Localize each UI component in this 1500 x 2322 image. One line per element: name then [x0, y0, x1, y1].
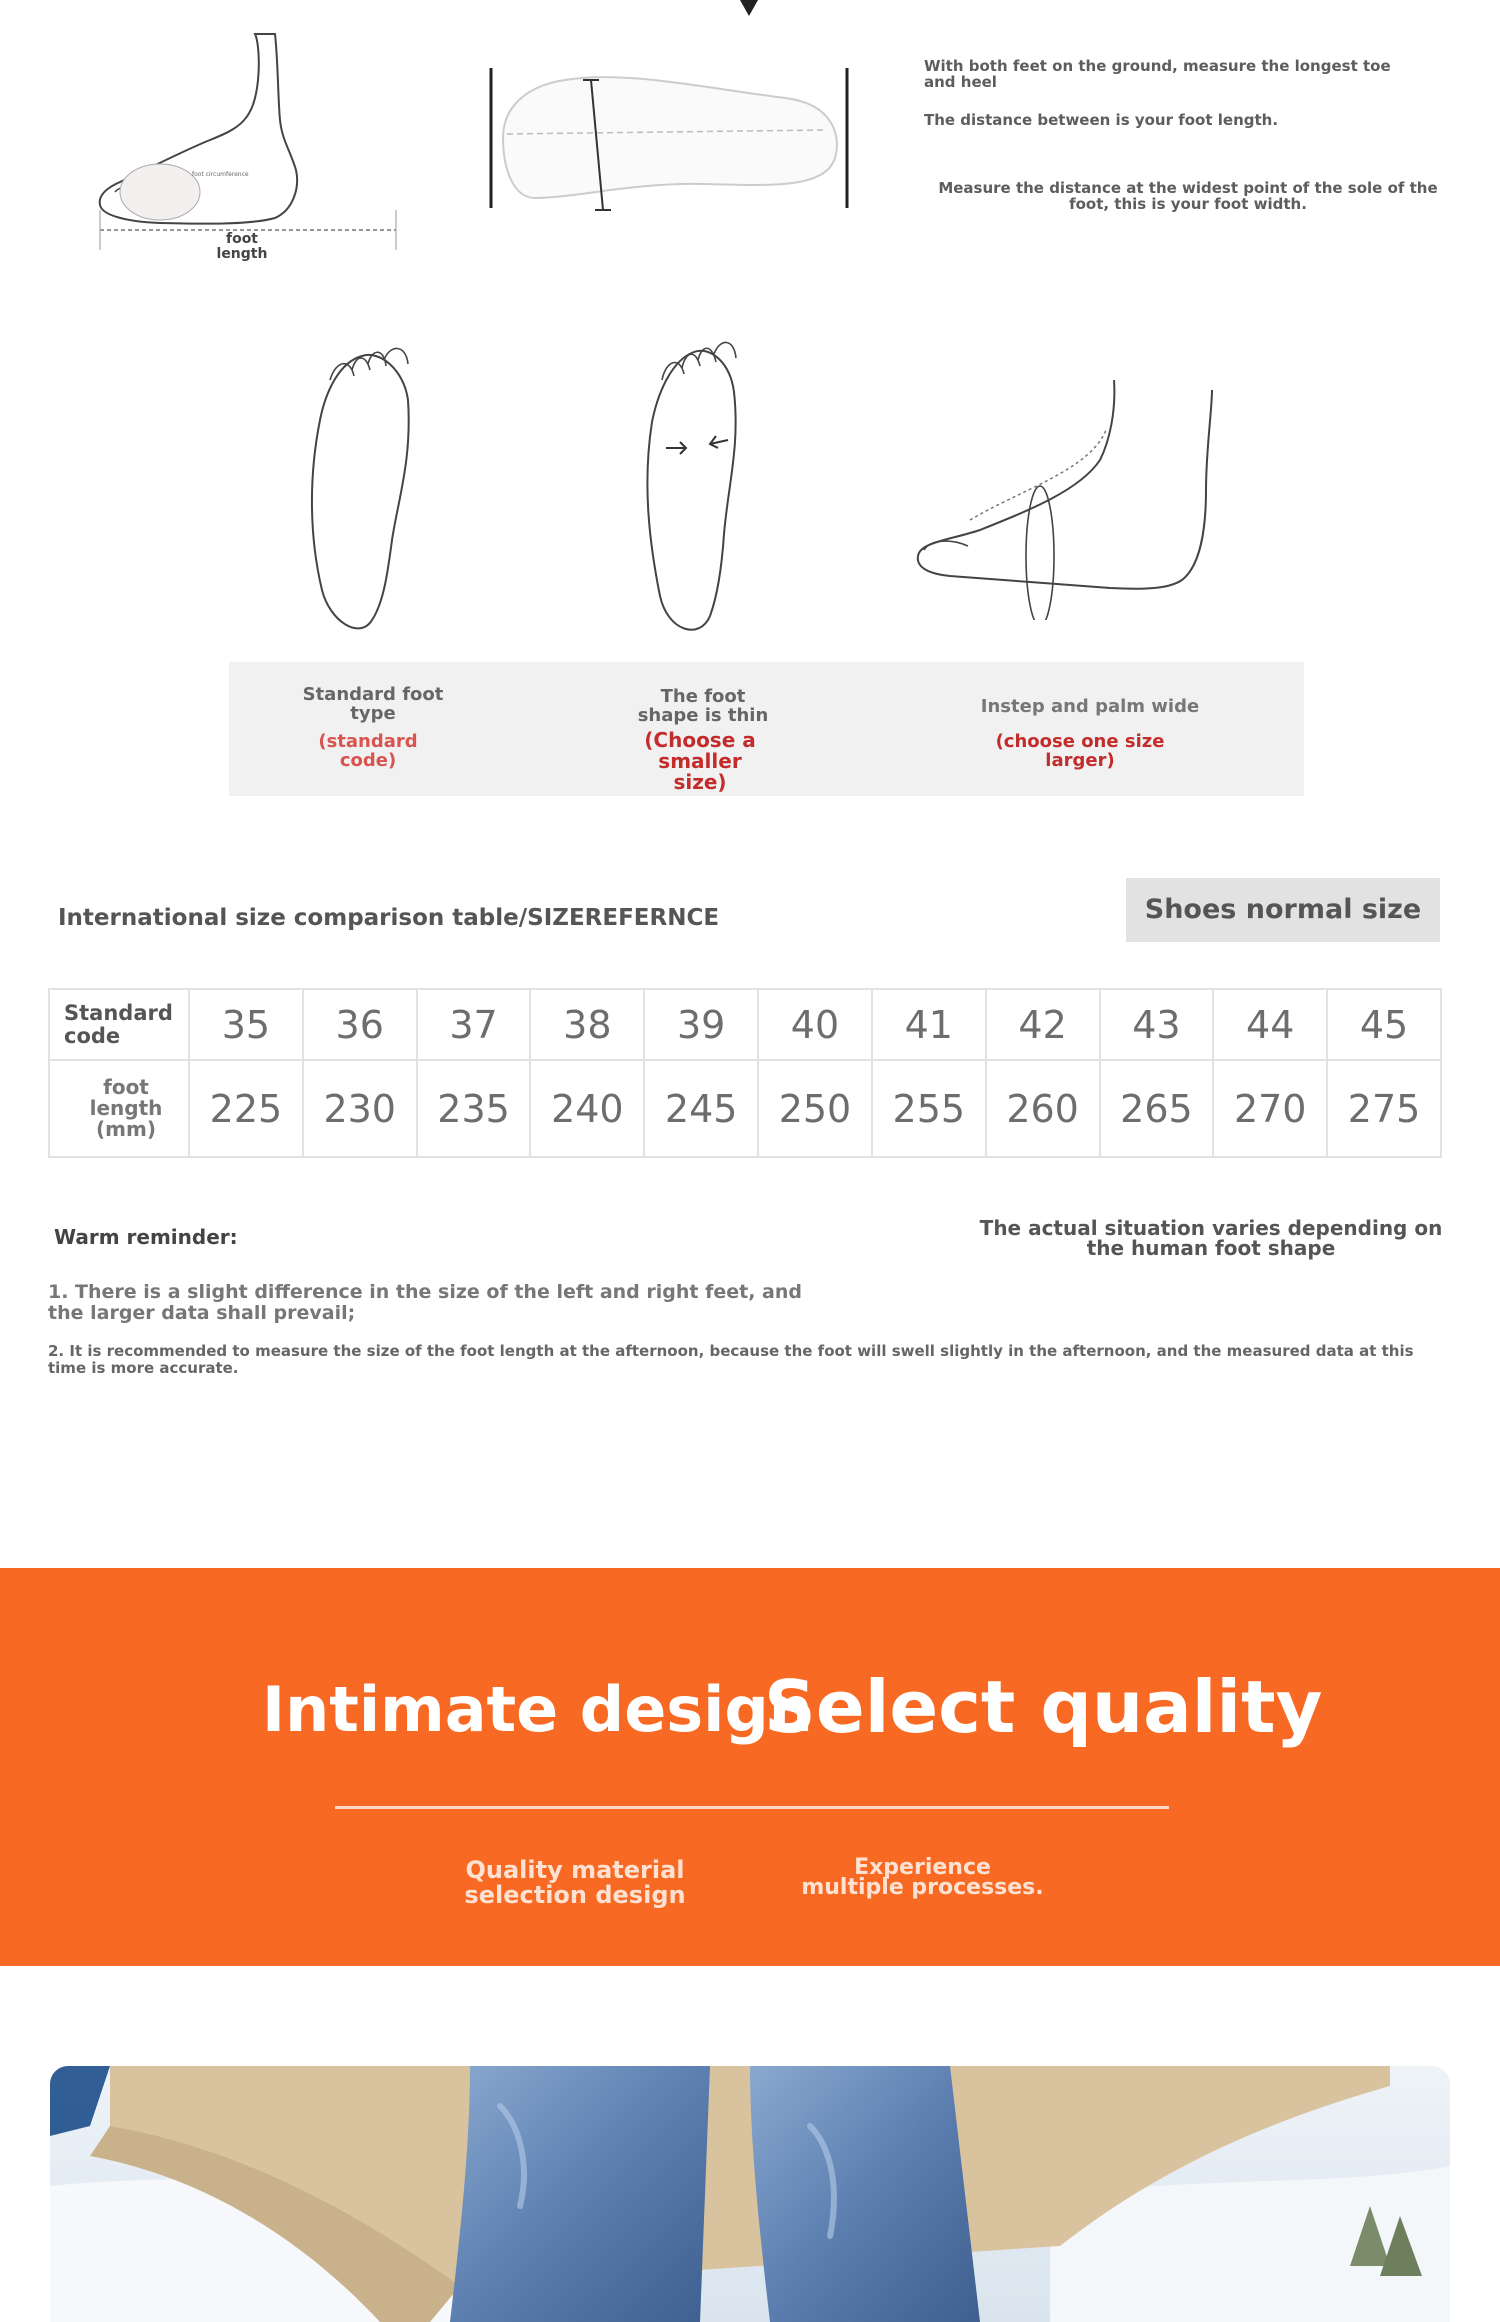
foot-type-wide-advice: (choose one size larger)	[995, 731, 1165, 771]
instruction-foot-length: The distance between is your foot length.	[924, 111, 1279, 129]
foot-length-cell: 245	[644, 1060, 758, 1157]
foot-diagram-caption: foot circumference	[192, 171, 249, 178]
foot-length-cell: 225	[189, 1060, 303, 1157]
size-code-cell: 41	[872, 989, 986, 1060]
foot-type-standard-title: Standard foot type	[302, 684, 444, 724]
size-code-cell: 37	[417, 989, 531, 1060]
size-code-cell: 42	[986, 989, 1100, 1060]
down-arrow-icon	[740, 0, 760, 18]
foot-length-label: foot length	[216, 231, 268, 262]
banner-divider	[335, 1806, 1169, 1809]
foot-type-thin-title: The foot shape is thin	[637, 686, 769, 726]
feature-banner	[0, 1568, 1500, 1966]
foot-length-cell: 260	[986, 1060, 1100, 1157]
size-code-cell: 36	[303, 989, 417, 1060]
foot-type-wide-title: Instep and palm wide	[980, 696, 1200, 717]
instruction-foot-width: Measure the distance at the widest point of the sole of the foot, this is your foot width.	[938, 179, 1438, 213]
size-table-title: International size comparison table/SIZEREFERNCE	[58, 905, 720, 931]
product-photo-scene	[50, 2066, 1450, 2322]
foot-length-cell: 240	[530, 1060, 644, 1157]
size-code-cell: 45	[1327, 989, 1441, 1060]
foot-type-thin-advice: (Choose a smaller size)	[644, 728, 756, 794]
row-header-standard-code: Standard code	[49, 989, 189, 1060]
banner-feature-left: Quality material selection design	[464, 1856, 686, 1909]
thin-foot-illustration	[636, 336, 756, 646]
foot-length-cell: 275	[1327, 1060, 1441, 1157]
foot-length-cell: 250	[758, 1060, 872, 1157]
banner-heading-left: Intimate design	[262, 1673, 813, 1746]
instruction-measure-length: With both feet on the ground, measure the longest toe and heel	[924, 57, 1391, 91]
size-code-cell: 38	[530, 989, 644, 1060]
table-row-foot-length	[49, 1060, 1441, 1157]
warm-reminder-title: Warm reminder:	[54, 1225, 238, 1249]
shoes-normal-size-badge: Shoes normal size	[1126, 878, 1440, 942]
size-table	[48, 988, 1442, 1158]
foot-length-cell: 230	[303, 1060, 417, 1157]
size-code-cell: 40	[758, 989, 872, 1060]
row-header-foot-length: foot length (mm)	[49, 1060, 189, 1157]
product-photo	[50, 2066, 1450, 2322]
size-code-cell: 39	[644, 989, 758, 1060]
standard-foot-illustration	[300, 340, 430, 640]
foot-length-cell: 265	[1100, 1060, 1214, 1157]
foot-length-cell: 270	[1213, 1060, 1327, 1157]
size-code-cell: 44	[1213, 989, 1327, 1060]
reminder-item-1: 1. There is a slight difference in the size of the left and right feet, and the larger data shall prevail;	[48, 1281, 802, 1324]
foot-type-standard-advice: (standard code)	[318, 731, 418, 771]
foot-length-cell: 235	[417, 1060, 531, 1157]
reminder-item-2: 2. It is recommended to measure the size of the foot length at the afternoon, because the foot will swell slightly in the afternoon, and the measured data at this time is more accurate.	[48, 1342, 1414, 1377]
banner-feature-right: Experience multiple processes.	[801, 1855, 1044, 1900]
banner-heading-right: Select quality	[764, 1665, 1323, 1749]
warm-reminder-note: The actual situation varies depending on the human foot shape	[979, 1216, 1443, 1260]
table-row-standard-code	[49, 989, 1441, 1060]
sole-width-illustration	[485, 58, 865, 238]
wide-instep-illustration	[910, 370, 1240, 620]
foot-length-cell: 255	[872, 1060, 986, 1157]
size-code-cell: 43	[1100, 989, 1214, 1060]
size-code-cell: 35	[189, 989, 303, 1060]
